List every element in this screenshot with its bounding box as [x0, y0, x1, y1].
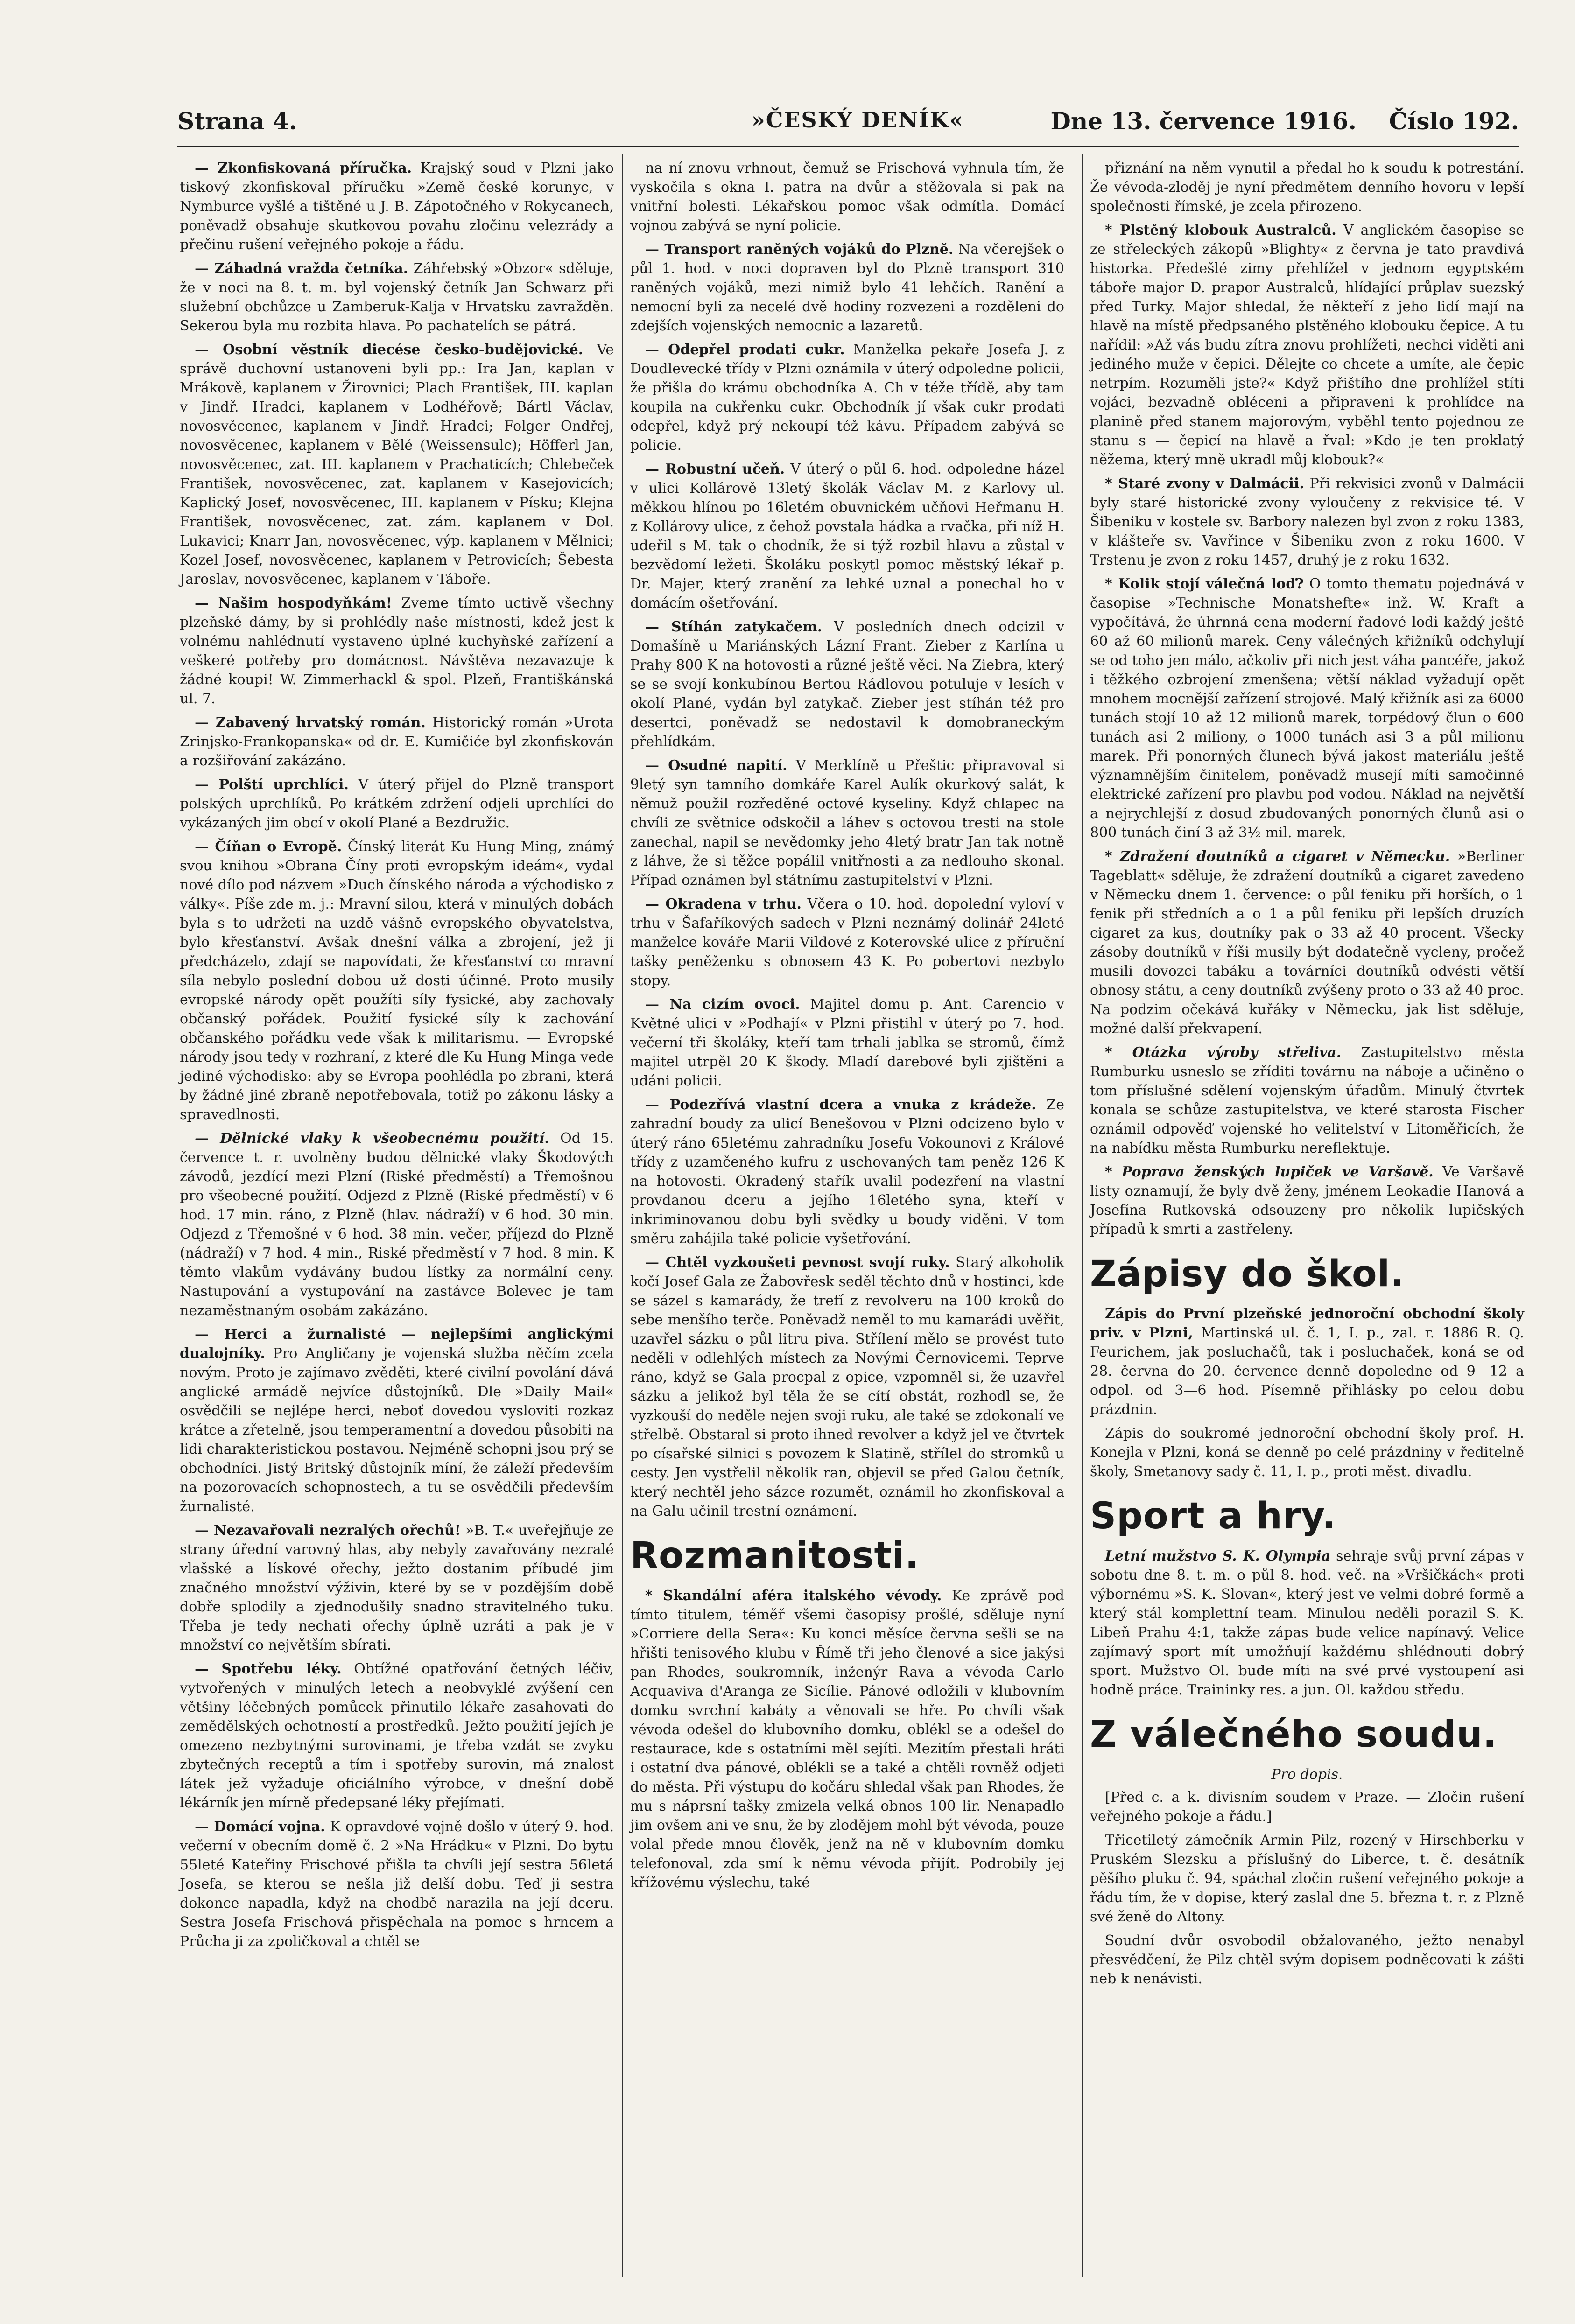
news-item	[1090, 574, 1524, 842]
issue-number: Číslo 192.	[1389, 107, 1519, 135]
column-1	[180, 159, 614, 1956]
news-item	[180, 775, 614, 833]
news-item-text: »B. T.« uveřejňuje ze strany úřední varovný hlas, aby nebyly zavařovány nezralé vlašské a lískové ořechy, ježto dostanim příbudé jim značného množství výživin, které by se v pozdějším době dobře splodily a zjednodušily snadno stravitelného tuku. Třeba je tedy nechati ořechy úplně uzráti a pak je v množství co největším sbírati.	[180, 1522, 614, 1653]
news-item-text: Historický román »Urota Zrinjsko-Frankopanska« od dr. E. Kumičiće byl zkonfiskován a rozšiřování zakázáno.	[180, 714, 614, 769]
news-item-text: Obtížné opatřování četných léčiv, vytvořených v minulých letech a neobvyklé zvýšení cen většiny léčebných pomůcek přinutilo lékaře zasahovati do zemědělských ochotností a prostředků. Ježto použití jejích je omezeno nezbytnými surovinami, je třeba vzdát se zvyku zbytečných receptů a tím i spotřeby surovin, má znalost látek jež vyžaduje oficiálního výrobce, v dnešní době lékárník jen mírně předepsané léky přejímati.	[180, 1661, 614, 1811]
news-item-text: Zveme tímto uctivě všechny plzeňské dámy, by si prohlédly naše místnosti, kdež jest k volnému nahlédnutí vystaveno úplné kuchyňské zařízení a veškeré potřeby pro domácnost. Návštěva nezavazuje k žádné koupi! W. Zimmerhackl & spol. Plzeň, Františkánská ul. 7.	[180, 595, 614, 707]
news-item-text: K opravdové vojně došlo v úterý 9. hod. večerní v obecním domě č. 2 »Na Hrádku« v Plzni. Do bytu 55leté Kateřiny Frischové přišla ta chvíli její sestra 56letá Josefa, se kterou se nešla již delší dobu. Teď ji sestra dokonce napadla, když na chodbě narazila na její dceru. Sestra Josefa Frischová přispěchala na pomoc s hrncem a Průcha ji za zpoličkoval a chtěl se	[180, 1819, 614, 1950]
news-item	[1090, 1788, 1524, 1826]
news-item-text: Při rekvisici zvonů v Dalmácii byly staré historické zvony vyloučeny z rekvisice té. V Šibeniku v kostele sv. Barbory nalezen byl zvon z roku 1383, v klášteře sv. Vavřince v Šibeniku zvon z roku 1600. V Trstenu je zvon z roku 1457, druhý je z roku 1632.	[1090, 476, 1524, 568]
column-3	[1090, 159, 1524, 1993]
news-item-headline: * Poprava ženských lupiček ve Varšavě.	[1105, 1164, 1434, 1180]
news-item-text: sehraje svůj první zápas v sobotu dne 8. t. m. o půl 8. hod. več. na »Vršičkách« proti výbornému »S. K. Slovan«, který jest ve velmi dobré formě a který stál komplettní team. Minulou neděli porazil S. K. Libeň Prahu 4:1, takže zápas bude velice napínavý. Velice zajímavý sport mít umožňují každému shlédnouti dobrý sport. Mužstvo Ol. bude míti na své prvé vystoupení asi hodně práce. Traininky res. a jun. Ol. každou středu.	[1090, 1548, 1524, 1698]
news-item-text: V úterý přijel do Plzně transport polských uprchlíků. Po krátkém zdržení odjeli uprchlíci do vykázaných jim obcí v okolí Plané a Bezdružic.	[180, 777, 614, 831]
news-item-headline: — Odepřel prodati cukr.	[645, 342, 845, 358]
news-item-headline: — Dělnické vlaky k všeobecnému použití.	[195, 1130, 549, 1147]
news-item	[180, 713, 614, 770]
column-divider	[622, 154, 623, 2277]
news-item-text: [Před c. a k. divisním soudem v Praze. — Zločin rušení veřejného pokoje a řádu.]	[1090, 1789, 1524, 1825]
news-item	[630, 159, 1064, 235]
news-item-text: Čínský literát Ku Hung Ming, známý svou knihou »Obrana Číny proti evropským ideám«, vydal nové dílo pod názvem »Duch čínského národa a východisko z války«. Píše zde m. j.: Mravní silou, která v minulých dobách byla s to udržeti na uzdě vášně evropského obyvatelstva, bylo křesťanství. Avšak dnešní válka a zbrojení, jež ji předcházelo, zdají se napovídati, že křesťanství co mravní síla nebylo poslední dobou už dosti účinné. Proto musily evropské národy opět použíti síly fysické, aby zachovaly občanský pořádek. Použití fysické síly k zachování občanského pořádku vede však k militarismu. — Evropské národy jsou tedy v rozhraní, z které dle Ku Hung Minga vede jediné východisko: aby se Evropa poohlédla po zbrani, která by žádné jiné zbraně nepotřebovala, totiž po zákonu lásky a spravedlnosti.	[180, 839, 614, 1123]
news-item	[1090, 1931, 1524, 1988]
news-item	[1090, 1547, 1524, 1700]
newspaper-title: »ČESKÝ DENÍK«	[752, 107, 964, 133]
column-2	[630, 159, 1064, 1897]
news-item	[1090, 1831, 1524, 1926]
news-item-headline: — Robustní učeň.	[645, 461, 785, 477]
news-item	[1090, 474, 1524, 570]
news-item-text: Zastupitelstvo města Rumburku usneslo se zříditi továrnu na náboje a učiněno o tom příslušné sdělení vojenským úřadům. Minulý čtvrtek konala se schůze zastupitelstva, ve které starosta Fischer oznámil odpověď vojenské ho velitelství v Litoměřicích, že na nabídku města Rumburku nereflektuje.	[1090, 1044, 1525, 1156]
news-item	[630, 756, 1064, 890]
news-item	[1090, 1043, 1524, 1158]
section-subheading: Pro dopis.	[1271, 1766, 1343, 1783]
news-item-text: Manželka pekaře Josefa J. z Doudlevecké třídy v Plzni oznámila v úterý odpoledne policii, že přišla do krámu obchodníka A. Ch v téže třídě, aby tam koupila na cukřenku cukr. Obchodník jí však cukr prodati odepřel, když prý nekoupí též kávu. Případem zabývá se policie.	[630, 342, 1064, 454]
news-item-headline: — Polští uprchlíci.	[195, 777, 349, 793]
news-item-text: Starý alkoholik kočí Josef Gala ze Žabovřesk seděl těchto dnů v hostinci, kde se sázel s kamarády, že trefí z revolveru na 100 kroků do sebe menšího terče. Poněvadž neměl to mu kamarádi uvěřit, uzavřel sázku o půl litru piva. Střílení mělo se provést tuto neděli v odlehlých místech za Novými Černovicemi. Teprve ráno, když se Gala procpal z opice, vzpomněl si, že uzavřel sázku a jelikož byl těla že se cítí obstát, rozhodl se, že vyzkouší do neděle nejen svoji ruku, ale také se zdokonalí ve střelbě. Obstaral si proto ihned revolver a když jel ve čtvrtek po císařské silnici s povozem k Slatině, střílel do stromků u cesty. Jen vystřelil několik ran, objevil se před Galou četník, který nechtěl jeho sázce rozumět, oznámil ho zkonfiskoval a na Galu učinil trestní oznámení.	[630, 1254, 1064, 1519]
news-item-text: Ve Varšavě listy oznamují, že byly dvě ženy, jménem Leokadie Hanová a Josefína Rutkovská odsouzeny pro několik lupičských případů k smrti a zastřeleny.	[1090, 1164, 1524, 1238]
news-item-text: »Berliner Tageblatt« sděluje, že zdražení doutníků a cigaret zavedeno v Německu dnem 1. července: o půl feniku při horších, o 1 fenik při středních a o 1 a půl feniku při lepších druzích cigaret za kus, doutníky pak o 33 až 40 procent. Všecky zásoby doutníků v říši musily být dodatečně vycleny, pročež musili dovozci tabáku a továrníci doutníků odvésti větší obnosy státu, a ceny doutníků zvýšeny proto o 33 až 40 proc. Na podzim očekává kuřáky v Německu, jak list sděluje, možné další překvapení.	[1090, 848, 1524, 1037]
news-item	[1090, 159, 1524, 216]
news-item-text: Záhřebský »Obzor« sděluje, že v noci na 8. t. m. byl vojenský četník Jan Schwarz při služební obchůzce u Zamberuk-Kalja v Hrvatsku zavražděn. Sekerou byla mu rozbita hlava. Po pachatelích se pátrá.	[180, 260, 614, 334]
news-item-text: Martinská ul. č. 1, I. p., zal. r. 1886 R. Q. Feurichem, jak posluchačů, tak i posluchaček, koná se od 28. června do 20. července denně dopoledne od 9—12 a odpol. od 3—6 hod. Písemně přihlásky po celou dobu prázdnin.	[1090, 1325, 1524, 1418]
news-item-headline: * Kolik stojí válečná loď?	[1105, 576, 1304, 592]
news-item-text: na ní znovu vrhnout, čemuž se Frischová vyhnula tím, že vyskočila s okna I. patra na dvůr a stěžovala si pak na vnitřní bolesti. Lékařskou pomoc však odmítla. Domácí vojnou zabývá se nyní policie.	[630, 160, 1064, 234]
news-item-text: Pro Angličany je vojenská služba něčím zcela novým. Proto je zajímavo zvěděti, které civilní povolání dává anglické armádě nejvíce důstojníků. Dle »Daily Mail« osvědčili se nejlépe herci, neboť dovedou vysloviti rozkaz krátce a zřetelně, jsou temperamentní a dovedou působiti na lidi charakteristickou postavou. Nejméně schopni jsou prý se obchodníci. Jistý Britský důstojník míní, že záleží především na pozorovacích schopnostech, a tu se osvědčili především žurnalisté.	[180, 1345, 614, 1515]
news-item-text: O tomto thematu pojednává v časopise »Technische Monatshefte« inž. W. Kraft a vypočítává, že úhrnná cena moderní řadové lodi každý ještě 60 až 60 milionů marek. Ceny válečných křižníků odchylují se od toho jen málo, ačkoliv při nich jest váha pancéře, jakož i těžkého ozbrojení zmenšena; větší náklad vyžadují opět mnohem mocnější zařízení strojové. Malý křižník asi za 6000 tunách stojí 10 až 12 milionů marek, torpédový člun o 600 tunách asi 2 miliony, o 1000 tunách asi 3 a půl milionu marek. Při ponorných člunech bývá jakost materiálu ještě významnějším činitelem, poněvadž musejí míti samočinné elektrické zařízení pro plavbu pod vodou. Náklad na největší a nejrychlejší z dosud zbudovaných ponorných člunů asi o 800 tunách činí 3 až 3½ mil. marek.	[1090, 576, 1524, 841]
news-item-text: Na včerejšek o půl 1. hod. v noci dopraven byl do Plzně transport 310 raněných vojáků, mezi nimiž bylo 41 lehčích. Ranění a nemocní byli za necelé dvě hodiny rozvezeni a rozděleni do zdejších vojenských nemocnic a lazaretů.	[630, 241, 1064, 334]
news-item	[180, 159, 614, 254]
issue-date: Dne 13. července 1916.	[1050, 107, 1357, 135]
news-item-headline: * Plstěný klobouk Australců.	[1105, 222, 1336, 238]
news-item	[630, 617, 1064, 751]
news-item-text: V úterý o půl 6. hod. odpoledne házel v ulici Kollárově 13letý školák Václav M. z Karlovy ul. měkkou hlínou po 16letém obuvnickém učňovi Heřmanu H. z Kollárovy ulice, z čehož povstala hádka a rvačka, při níž H. udeřil s M. tak o chodník, že si týž rozbil hlavu a zůstal v bezvědomí ležeti. Školáku poskytl pomoc městský lékař p. Dr. Majer, který zranění za lehké uznal a ponechal ho v domácím ošetřování.	[630, 461, 1064, 611]
news-item-text: V Merklíně u Přeštic připravoval si 9letý syn tamního domkáře Karel Aulík okurkový salát, k němuž použil rozředěné octové kyseliny. Když chlapec na chvíli ze světnice odskočil a láhev s octovou tresti na stole zanechal, napil se nevědomky jeho 4letý bratr Jan tak notně z láhve, že si těžce popálil vnitřnosti a za nedlouho skonal. Případ oznámen byl státnímu zastupitelství v Plzni.	[630, 757, 1064, 889]
section-heading: Rozmanitosti.	[630, 1535, 920, 1577]
news-item	[1090, 1304, 1524, 1419]
news-item-text: Ze zahradní boudy za ulicí Benešovou v Plzni odcizeno bylo v úterý ráno 65letému zahradníku Josefu Vokounovi z Králové třídy z uzamčeného kufru z uschovaných tam peněz 126 K na hotovosti. Okradený stařík uvalil podezření na vlastní provdanou dceru a jejího 16letého syna, kteří v inkriminovanou dobu byli svědky u boudy viděni. V tom směru zahájila také policie vyšetřování.	[630, 1097, 1064, 1247]
news-item-headline: — Našim hospodyňkám!	[195, 595, 392, 611]
news-item-headline: * Zdražení doutníků a cigaret v Německu.	[1105, 848, 1450, 865]
news-item-headline: — Číňan o Evropě.	[195, 839, 342, 855]
news-item	[630, 340, 1064, 455]
news-item-text: Od 15. července t. r. uvolněny budou dělnické vlaky Škodových závodů, jezdící mezi Plzní (Riské předměstí) a Třemošnou pro všeobecné použití. Odjezd z Plzně (Riské předměstí) v 6 hod. 17 min. ráno, z Plzně (hlav. nádraží) v 6 hod. 30 min. Odjezd z Třemošné v 6 hod. 38 min. večer, příjezd do Plzně (nádraží) v 7 hod. 4 min., Riské předměstí v 7 hod. 8 min. K těmto vlakům vydávány budou lístky za normální ceny. Nastupování a vystupování na zastávce Bolevec je tam nezaměstnaným osobám zakázáno.	[180, 1130, 614, 1319]
page-number: Strana 4.	[177, 107, 297, 135]
news-item	[1090, 1424, 1524, 1481]
news-item-text: Soudní dvůr osvobodil obžalovaného, ježto nenabyl přesvědčení, že Pilz chtěl svým dopisem podněcovati k zášti neb k nenávisti.	[1090, 1932, 1524, 1987]
column-divider	[1082, 154, 1083, 2277]
news-item	[180, 594, 614, 708]
news-item-text: V anglickém časopise se ze střeleckých zákopů »Blighty« z června je tato pravdivá historka. Předešlé zimy přehlížel v jednom egyptském táboře major D. prapor Australců, hlídající průplav suezský před Turky. Major shledal, že někteří z jeho lidí mají na hlavě na místě předpsaného plstěného klobouku čepice. A tu nařídil: »Až vás budu zítra znovu prohlížeti, nechci viděti ani jediného muže v čepici. Dělejte co chcete a umíte, ale čepic netrpím. Rozuměli jste?« Když přištího dne prohlížel stíti vojáci, bezvadně obléceni a připraveni k prohlídce na planině před stanem majorovým, vyběhl tento pojednou ze stanu s — čepicí na hlavě a řval: »Kdo je ten proklatý něžema, který mně ukradl můj klobouk?«	[1090, 222, 1524, 468]
news-item-headline: — Osudné napití.	[645, 757, 788, 774]
news-item	[180, 1325, 614, 1516]
section-heading: Sport a hry.	[1090, 1495, 1336, 1537]
news-item	[630, 1586, 1064, 1892]
news-item-headline: — Okradena v trhu.	[645, 896, 802, 912]
news-item	[630, 1253, 1064, 1521]
news-item	[630, 995, 1064, 1091]
news-item-headline: — Herci a žurnalisté — nejlepšími anglickými dualojníky.	[180, 1326, 614, 1362]
news-item-headline: — Zabavený hrvatský román.	[195, 714, 426, 731]
news-item-text: Ve správě duchovní ustanoveni byli pp.: Ira Jan, kaplan v Mrákově, kaplanem v Žirovnici; Plach František, III. kaplan v Jindř. Hradci, kaplanem v Lodhéřově; Bártl Václav, novosvěcenec, kaplanem v Jindř. Hradci; Folger Ondřej, novosvěcenec, kaplanem v Bělé (Weissensulc); Höfferl Jan, novosvěcenec, zat. III. kaplanem v Prachaticích; Chlebeček František, novosvěcenec, zat. kaplanem v Kasejovicích; Kaplický Josef, novosvěcenec, III. kaplanem v Písku; Klejna František, novosvěcenec, zat. zám. kaplanem v Dol. Lukavici; Knarr Jan, novosvěcenec, výp. kaplanem v Mělnici; Kozel Josef, novosvěcenec, kaplanem v Petrovicích; Šebesta Jaroslav, novosvěcenec, kaplanem v Táboře.	[180, 342, 614, 588]
news-item-headline: — Osobní věstník diecése česko-budějovické.	[195, 342, 584, 358]
section-heading: Z válečného soudu.	[1090, 1714, 1498, 1756]
news-item-headline: * Staré zvony v Dalmácii.	[1105, 476, 1304, 492]
news-item-headline: * Skandální aféra italského vévody.	[645, 1588, 942, 1604]
news-item	[1090, 1162, 1524, 1239]
news-item	[180, 837, 614, 1124]
news-item	[180, 340, 614, 589]
news-item-headline: — Na cizím ovoci.	[645, 996, 800, 1013]
news-item-headline: — Nezavařovali nezralých ořechů!	[195, 1522, 461, 1539]
news-item	[180, 1817, 614, 1951]
date-issue	[1050, 107, 1519, 135]
news-item-headline: — Zkonfiskovaná příručka.	[195, 160, 412, 176]
news-item-text: Majitel domu p. Ant. Carencio v Květné ulici v »Podhají« v Plzni přistihl v úterý po 7. hod. večerní tři školáky, kteří tam trhali jablka se stromů, čímž majitel utrpěl 20 K škody. Mladí darebové byli zjištěni a udáni policii.	[630, 996, 1065, 1089]
news-item-headline: * Otázka výroby střeliva.	[1105, 1044, 1342, 1061]
page-header	[177, 107, 1519, 140]
news-item-text: přiznání na něm vynutil a předal ho k soudu k potrestání. Že vévoda-zloděj je nyní předmětem denního hovoru v lepší společnosti římské, je zcela přirozeno.	[1090, 160, 1524, 215]
news-item-headline: — Podezřívá vlastní dcera a vnuka z krádeže.	[645, 1097, 1036, 1113]
news-item-text: Včera o 10. hod. dopolední vyloví v trhu v Šafaříkových sadech v Plzni neznámý dolinář 24leté manželce kováře Marii Vildové z Koterovské ulice z příruční tašky peněženku s obnosem 43 K. Po pobertovi nezbylo stopy.	[630, 896, 1064, 989]
news-item	[630, 460, 1064, 613]
news-item-headline: Letní mužstvo S. K. Olympia	[1105, 1548, 1331, 1564]
news-item-headline: — Stíhán zatykačem.	[645, 619, 823, 635]
news-item	[180, 259, 614, 336]
news-item	[1090, 221, 1524, 469]
news-item-text: V posledních dnech odcizil v Domašíně u Mariánských Lázní Frant. Zieber z Karlína u Prahy 800 K na hotovosti a různé ještě věci. Na Ziebra, který se se svojí konkubínou Bertou Rádlovou potuluje v lesích v okolí Plané, vydán byl zatykač. Zieber jest stíhán též pro desertci, poněvadž se nedostavil k domobraneckým přehlídkám.	[630, 619, 1065, 750]
news-item	[630, 1095, 1064, 1248]
news-item-text: Krajský soud v Plzni jako tiskový zkonfiskoval příručku »Země české korunyc, v Nymburce vyšlé a tištěné u J. B. Zápotočného v Rokycanech, poněvadž obsahuje skutkovou povahu zločinu velezrády a přečinu rušení veřejného pokoje a řádu.	[180, 160, 614, 253]
section-heading: Zápisy do škol.	[1090, 1253, 1405, 1295]
news-item-headline: — Chtěl vyzkoušeti pevnost svojí ruky.	[645, 1254, 950, 1271]
news-item-headline: Zápis do První plzeňské jednoroční obchodní školy priv. v Plzni,	[1090, 1306, 1524, 1341]
news-item	[1090, 847, 1524, 1038]
news-item	[180, 1521, 614, 1655]
news-item	[630, 895, 1064, 990]
header-rule	[177, 146, 1519, 147]
news-item-headline: — Záhadná vražda četníka.	[195, 260, 408, 277]
news-item-headline: — Domácí vojna.	[195, 1819, 325, 1835]
news-item	[630, 240, 1064, 336]
news-item	[180, 1659, 614, 1813]
news-item-headline: — Spotřebu léky.	[195, 1661, 342, 1677]
news-item-text: Zápis do soukromé jednoroční obchodní školy prof. H. Konejla v Plzni, koná se denně po celé prázdniny v ředitelně školy, Smetanovy sady č. 11, I. p., proti měst. divadlu.	[1090, 1425, 1524, 1480]
news-item-text: Ke zprávě pod tímto titulem, téměř všemi časopisy prošlé, sděluje nyní »Corriere della Sera«: Ku konci měsíce června sešli se na hřišti tenisového klubu v Římě tři jeho členové a sice jakýsi pan Rhodes, soukromník, inženýr Rava a vévoda Carlo Acquaviva d'Aranga ze Sicílie. Pánové odložili v klubovním domku svrchní kabáty a věnovali se hře. Po chvíli však vévoda odešel do klubovního domku, oblékl se a odešel do restaurace, kde s ostatními měl sejíti. Mezitím přestali hráti i ostatní dva pánové, oblékli se a také a chtěli rovněž odjeti do města. Při výstupu do kočáru shledal však pan Rhodes, že mu s náprsní tašky zmizela velká obnos 100 lir. Nenapadlo jim ovšem ani ve snu, že by zlodějem mohl být vévoda, pouze volal přede mnou člověk, jenž na ně v klubovním domku telefonoval, zda smí k němu vévoda přijít. Podrobily jej křížovému výslechu, také	[630, 1588, 1064, 1891]
news-item-headline: — Transport raněných vojáků do Plzně.	[645, 241, 954, 258]
news-item-text: Třicetiletý zámečník Armin Pilz, rozený v Hirschberku v Pruském Slezsku a příslušný do Liberce, t. č. desátník pěšího pluku č. 94, spáchal zločin rušení veřejného pokoje a řádu tím, že v dopise, který zaslal dne 5. března t. r. z Plzně své ženě do Altony.	[1090, 1832, 1524, 1925]
news-item	[180, 1129, 614, 1320]
